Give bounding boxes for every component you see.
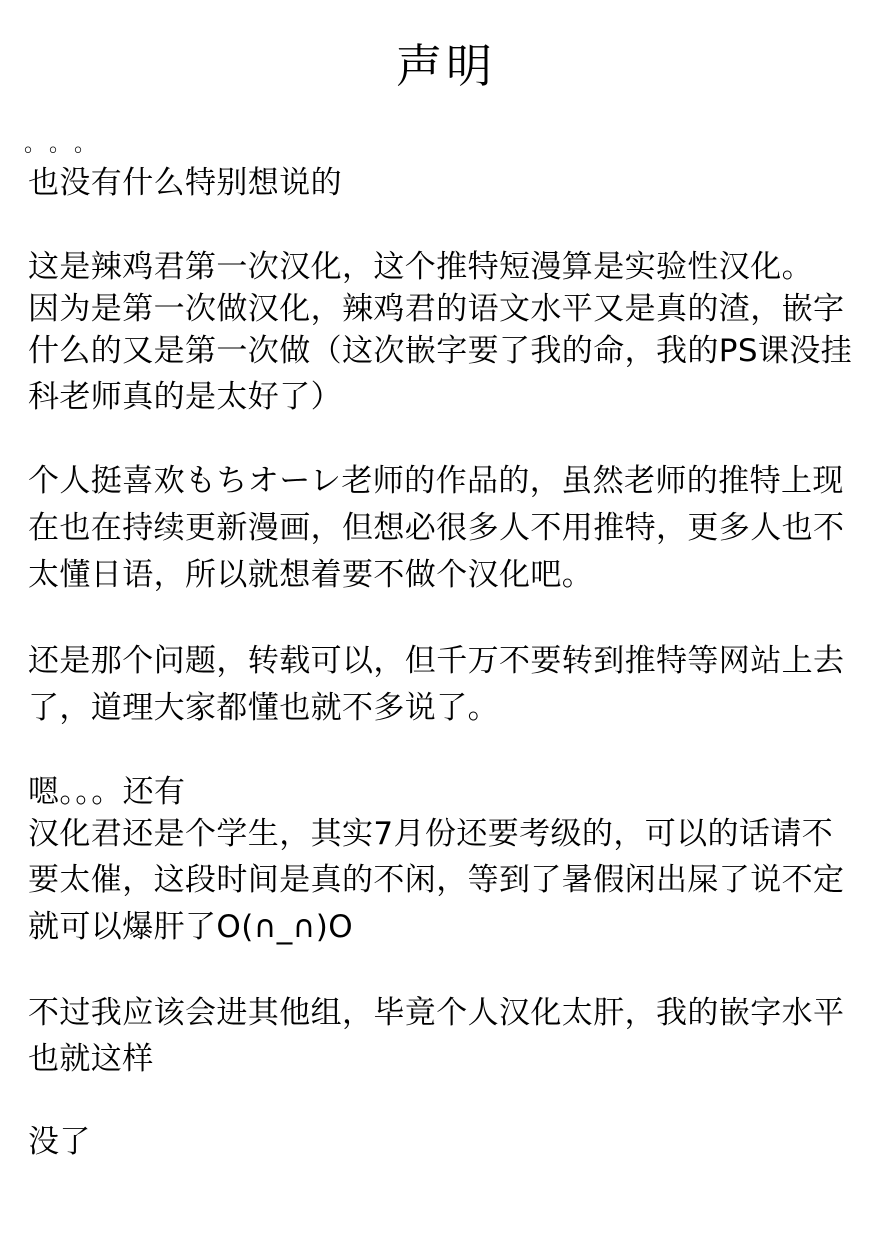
- text-line: 不过我应该会进其他组，毕竟个人汉化太肝，我的嵌字水平: [28, 995, 845, 1031]
- text-line: 因为是第一次做汉化，辣鸡君的语文水平又是真的渣，嵌字: [28, 291, 845, 327]
- ellipsis-dots: 。。。: [24, 132, 111, 157]
- text-line: 嗯。。。还有: [28, 774, 186, 810]
- text-line: 太懂日语，所以就想着要不做个汉化吧。: [28, 557, 594, 593]
- text-line: 也没有什么特别想说的: [28, 165, 342, 201]
- text-line: 这是辣鸡君第一次汉化，这个推特短漫算是实验性汉化。: [28, 249, 813, 285]
- text-line: 还是那个问题，转载可以，但千万不要转到推特等网站上去: [28, 643, 845, 679]
- page-title: 声明: [396, 39, 496, 93]
- text-line: 了，道理大家都懂也就不多说了。: [28, 690, 499, 726]
- text-line: 个人挺喜欢もちオーレ老师的作品的，虽然老师的推特上现: [28, 463, 844, 499]
- text-line: 汉化君还是个学生，其实7月份还要考级的，可以的话请不: [28, 816, 834, 852]
- text-line: 也就这样: [28, 1041, 154, 1077]
- text-line: 就可以爆肝了O(∩_∩)O: [28, 909, 354, 945]
- text-line: 在也在持续更新漫画，但想必很多人不用推特，更多人也不: [28, 510, 845, 546]
- text-line: 没了: [28, 1124, 91, 1160]
- text-line: 科老师真的是太好了）: [28, 379, 342, 415]
- text-line: 什么的又是第一次做（这次嵌字要了我的命，我的PS课没挂: [28, 333, 853, 369]
- text-line: 要太催，这段时间是真的不闲，等到了暑假闲出屎了说不定: [28, 862, 845, 898]
